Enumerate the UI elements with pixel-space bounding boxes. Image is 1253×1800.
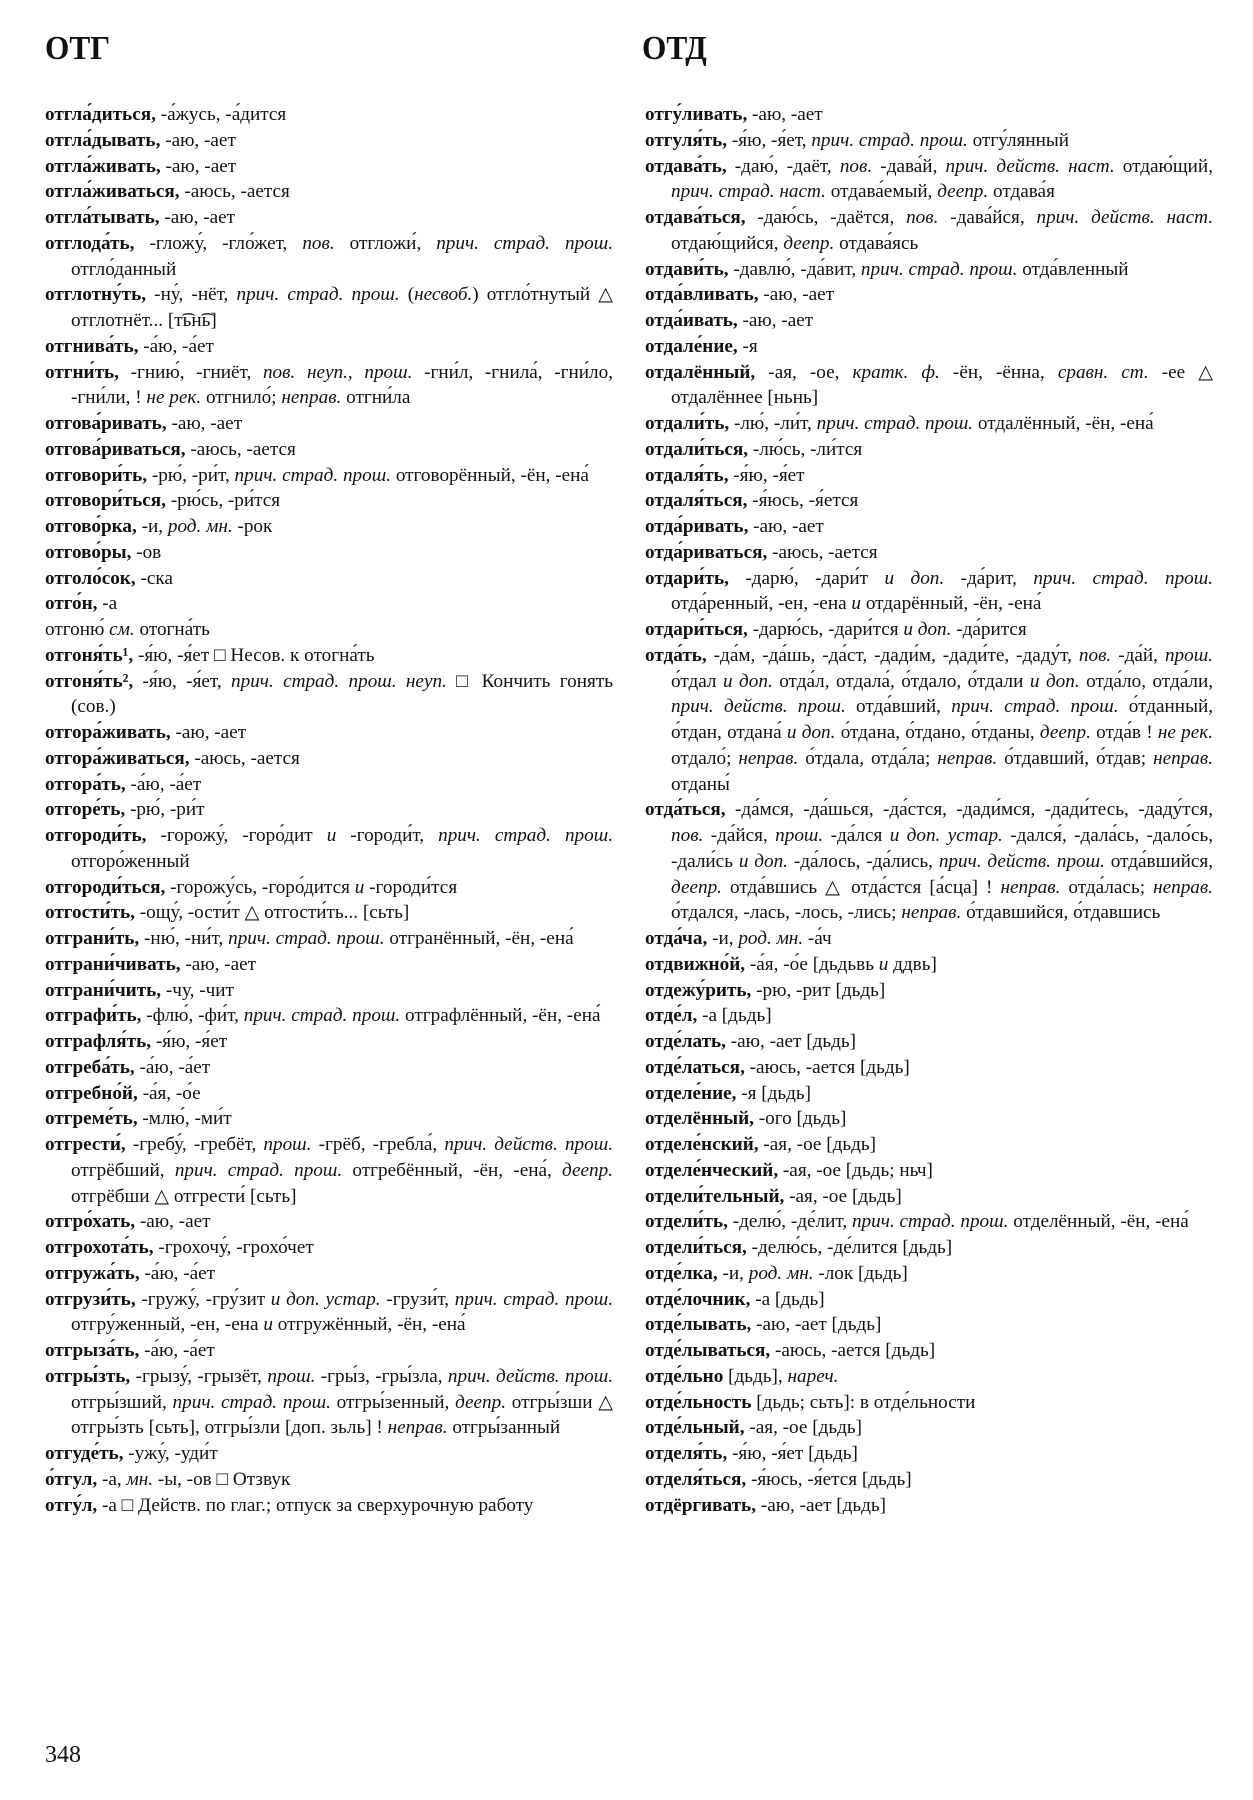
entry-body: -гнию́, -гниёт, пов. неуп., прош. -гни́л, -гнила́, -гни́ло, -гни́ли, ! не рек. отгнило́; неправ. отгни́ла (71, 361, 614, 409)
dictionary-entry (45, 437, 613, 463)
headword: отграни́чить, (45, 979, 162, 1001)
headword: отгрохота́ть, (45, 1237, 154, 1258)
headword: отгоре́ть, (45, 799, 126, 821)
dictionary-entry (45, 231, 613, 283)
headword: отгрузи́ть, (45, 1288, 136, 1310)
entry-body: -лю́сь, -ли́тся (748, 438, 863, 460)
headword: отголо́сок, (45, 567, 136, 589)
entry-body: -дарю́сь, -дари́тся и доп. -да́рится (747, 619, 1027, 640)
entry-body: -давлю́, -да́вит, прич. страд. прош. отда́вленный (728, 258, 1129, 280)
entry-body: -ая, -ое [дьдь] (784, 1185, 902, 1207)
entry-body: -аю, -ает (180, 953, 257, 975)
headword: отгрыза́ть, (45, 1340, 140, 1361)
entry-body: -я́юсь, -я́ется (747, 490, 859, 512)
headword: отдежу́рить, (645, 979, 752, 1001)
header-left-guideword: ОТГ (45, 30, 111, 67)
entry-body: отгоню́ см. отогна́ть (45, 619, 210, 640)
entry-body: -грызу́, -грызёт, прош. -гры́з, -гры́зла, прич. действ. прош. отгры́зший, прич. страд. прош. отгры́зенный, деепр. отгры́зши △ отгры́зть [сьть], отгры́зли [доп. зьль] ! неправ. отгры́занный (71, 1365, 614, 1439)
dictionary-entry (645, 463, 1213, 489)
dictionary-entry (45, 334, 613, 360)
entry-body: -я́ю, -я́ет (151, 1031, 228, 1052)
headword: отгоня́ть¹, (45, 644, 134, 666)
entry-body: -а (97, 593, 118, 615)
headword: отдали́ться, (645, 438, 749, 460)
entry-body: -ню́, -ни́т, прич. страд. прош. отгранённый, -ён, -ена́ (139, 928, 574, 949)
entry-body: -а́ю, -а́ет (138, 335, 214, 357)
headword: отдали́ть, (645, 413, 730, 434)
headword: отде́льно (645, 1365, 724, 1387)
entry-body: -аю, -ает [дьдь] (756, 1494, 887, 1516)
dictionary-entry (645, 1467, 1213, 1493)
headword: отде́лать, (645, 1031, 726, 1052)
headword: отграфи́ть, (45, 1005, 142, 1027)
dictionary-entry (45, 360, 613, 412)
headword: отдалённый, (645, 361, 756, 383)
headword: отда́ивать, (645, 310, 738, 331)
entry-body: -а́я, -о́е [дьдьвь и ддвь] (745, 953, 937, 975)
entry-body: -делю́, -де́лит, прич. страд. прош. отделённый, -ён, -ена́ (727, 1211, 1189, 1233)
headword: отделя́ться, (645, 1468, 747, 1490)
headword: отде́лывать, (645, 1314, 752, 1336)
headword: отдава́ться, (645, 207, 746, 228)
headword: отдели́ться, (645, 1237, 747, 1258)
entry-body: -ощу́, -ости́т △ отгости́ть... [сьть] (134, 902, 410, 924)
entry-body: -даю́сь, -даётся, пов. -дава́йся, прич. действ. наст. отдаю́щийся, деепр. отдава́ясь (671, 207, 1213, 254)
headword: отдари́ться, (645, 619, 748, 640)
dictionary-entry (645, 514, 1213, 540)
entry-body: -ужу́, -уди́т (123, 1443, 218, 1464)
headword: отгуля́ть, (645, 129, 728, 151)
headword: отгова́риваться, (45, 438, 186, 460)
headword: отдвижно́й, (645, 953, 746, 975)
entry-body: -аю, -ает [дьдь] (725, 1031, 857, 1052)
entry-body: -я [дьдь] (736, 1082, 812, 1104)
headword: отгороди́ться, (45, 876, 166, 898)
entry-body: -рю́, -ри́т, прич. страд. прош. отговорённый, -ён, -ена́ (147, 464, 589, 486)
headword: отгла́живаться, (45, 181, 180, 203)
headword: отде́латься, (645, 1056, 745, 1078)
dictionary-entry (45, 772, 613, 798)
headword: отдёргивать, (645, 1494, 757, 1516)
headword: отдаля́ть, (645, 464, 729, 486)
entry-body: -аю, -ает (747, 104, 823, 125)
headword: отгнива́ть, (45, 335, 139, 357)
dictionary-entry (645, 926, 1213, 952)
dictionary-entry (645, 1209, 1213, 1235)
headword: отда́вливать, (645, 284, 759, 306)
dictionary-entry (45, 643, 613, 669)
headword: отго́н, (45, 593, 98, 615)
dictionary-entry (645, 488, 1213, 514)
headword: отда́ривать, (645, 516, 749, 537)
headword: отгла́тывать, (45, 207, 160, 228)
dictionary-entry (645, 411, 1213, 437)
dictionary-entry (45, 1493, 613, 1519)
entry-body: -аюсь, -ается (179, 181, 290, 203)
entry-body: -даю́, -даёт, пов. -дава́й, прич. действ. наст. отдаю́щий, прич. страд. наст. отдава́емый, деепр. отдава́я (671, 155, 1214, 203)
dictionary-entry (45, 1132, 613, 1209)
dictionary-entry (645, 257, 1213, 283)
entry-body: -рю́сь, -ри́тся (165, 490, 281, 512)
dictionary-entry (645, 1081, 1213, 1107)
headword: отделя́ть, (645, 1443, 728, 1464)
dictionary-entry (45, 720, 613, 746)
entry-body: -я́ю, -я́ет □ Несов. к отогна́ть (133, 644, 375, 666)
entry-body: -аю, -ает [дьдь] (751, 1314, 882, 1336)
entry-body: -рю́, -ри́т (125, 799, 205, 821)
headword: отгово́рка, (45, 516, 137, 537)
dictionary-entry (645, 205, 1213, 257)
dictionary-entry (645, 540, 1213, 566)
headword: отгребно́й, (45, 1082, 138, 1104)
headword: отгу́л, (45, 1494, 98, 1516)
headword: отгуде́ть, (45, 1443, 124, 1464)
dictionary-entry (45, 205, 613, 231)
entry-body: -ов (131, 541, 162, 563)
dictionary-entry (45, 978, 613, 1004)
dictionary-entry (645, 1493, 1213, 1519)
dictionary-entry (645, 334, 1213, 360)
headword: отда́ча, (645, 928, 708, 949)
entry-body: -аю, -ает (737, 310, 814, 331)
headword: отгово́ры, (45, 541, 132, 563)
entry-body: -аюсь, -ается [дьдь] (744, 1056, 910, 1078)
headword: отглода́ть, (45, 232, 135, 254)
dictionary-entry (645, 1184, 1213, 1210)
entry-body: -и, род. мн. -лок [дьдь] (717, 1262, 908, 1284)
headword: отдели́тельный, (645, 1185, 785, 1207)
entry-body: -а [дьдь] (750, 1288, 825, 1310)
entry-body: -а́ю, -а́ет (134, 1056, 211, 1078)
dictionary-entry (45, 282, 613, 334)
dictionary-entry (45, 1081, 613, 1107)
dictionary-entry (45, 823, 613, 875)
dictionary-entry (45, 540, 613, 566)
dictionary-entry (645, 1261, 1213, 1287)
headword: отде́лочник, (645, 1288, 751, 1310)
entry-body: -чу, -чит (161, 979, 234, 1001)
entry-body: -лю́, -ли́т, прич. страд. прош. отдалённый, -ён, -ена́ (729, 413, 1154, 434)
dictionary-entry (45, 875, 613, 901)
headword: отдава́ть, (645, 155, 727, 177)
entry-body: -я́юсь, -я́ется [дьдь] (746, 1468, 912, 1490)
headword: отде́льность (645, 1391, 752, 1413)
entry-body: -а́я, -о́е (137, 1082, 201, 1104)
dictionary-entry (645, 360, 1213, 412)
entry-body: -да́мся, -да́шься, -да́стся, -дади́мся, -дади́тесь, -даду́тся, пов. -да́йся, прош. -да́лся и доп. устар. -дался́, -дала́сь, -дало́сь, -дали́сь и доп. -да́лось, -да́лись, прич. действ. прош. отда́вшийся, деепр. отда́вшись △ отда́стся [а́сца] ! неправ. отда́лась; неправ. о́тдался, -лась, -лось, -лись; неправ. о́тдавшийся, о́тдавшись (671, 799, 1214, 924)
dictionary-entry (645, 1312, 1213, 1338)
headword: отде́лка, (645, 1262, 718, 1284)
headword: отговори́ться, (45, 490, 166, 512)
dictionary-entry (45, 746, 613, 772)
entry-body: -а́ю, -а́ет (125, 773, 202, 795)
headword: отгрести́, (45, 1134, 126, 1155)
dictionary-entry (45, 1055, 613, 1081)
dictionary-entry (645, 102, 1213, 128)
entry-body: -аюсь, -ается (189, 747, 300, 769)
entry-body: -гребу́, -гребёт, прош. -грёб, -гребла́, прич. действ. прош. отгрёбший, прич. страд. прош. отгребённый, -ён, -ена́, деепр. отгрёбши △ отгрести́ [сьть] (71, 1134, 613, 1207)
dictionary-entry (45, 566, 613, 592)
dictionary-entry (645, 1390, 1213, 1416)
dictionary-entry (645, 308, 1213, 334)
dictionary-entry (645, 617, 1213, 643)
dictionary-entry (645, 952, 1213, 978)
headword: отделе́ние, (645, 1082, 737, 1104)
entry-body: -а □ Действ. по глаг.; отпуск за сверхурочную работу (97, 1494, 534, 1516)
headword: отдаля́ться, (645, 490, 748, 512)
entry-body: -и, род. мн. -а́ч (707, 928, 832, 949)
entry-body: -млю́, -ми́т (137, 1108, 232, 1130)
entry-body: [дьдь; сьть]: в отде́льности (751, 1391, 976, 1413)
dictionary-entry (645, 1338, 1213, 1364)
dictionary-entry (45, 1106, 613, 1132)
dictionary-entry (645, 1364, 1213, 1390)
dictionary-entry (645, 978, 1213, 1004)
headword: отгни́ть, (45, 361, 119, 383)
headword: отделённый, (645, 1108, 754, 1130)
headword: отда́ться, (645, 799, 726, 821)
page-number: 348 (45, 1742, 81, 1768)
headword: отдели́ть, (645, 1211, 728, 1233)
entry-body: -аю, -ает (160, 155, 237, 177)
dictionary-entry (645, 128, 1213, 154)
entry-body: -дарю́, -дари́т и доп. -да́рит, прич. страд. прош. отда́ренный, -ен, -ена и отдарённый, -ён, -ена́ (671, 567, 1214, 615)
left-column (45, 102, 613, 1518)
entry-body: -аю, -ает (758, 284, 835, 306)
dictionary-entry (45, 179, 613, 205)
entry-body: -ну́, -нёт, прич. страд. прош. (несвоб.) отгло́тнутый △ отглотнёт... [т͡ьн͡ь] (71, 284, 613, 331)
right-column (645, 102, 1213, 1518)
dictionary-entry (45, 669, 613, 721)
entry-body: -ая, -ое [дьдь; ньч] (778, 1159, 933, 1181)
dictionary-entry (645, 282, 1213, 308)
dictionary-entry (45, 1029, 613, 1055)
headword: отгла́диться, (45, 104, 156, 125)
headword: отде́лываться, (645, 1340, 771, 1361)
dictionary-entry (45, 154, 613, 180)
entry-body: -горожу́сь, -горо́дится и -городи́тся (165, 876, 458, 898)
headword: отгороди́ть, (45, 825, 147, 846)
headword: отгружа́ть, (45, 1262, 140, 1284)
dictionary-entry (45, 952, 613, 978)
dictionary-entry (645, 437, 1213, 463)
dictionary-entry (645, 566, 1213, 618)
dictionary-entry (645, 1055, 1213, 1081)
dictionary-entry (645, 1132, 1213, 1158)
headword: отглотну́ть, (45, 284, 147, 306)
entry-body: -я́ю, -я́ет, прич. страд. прош. неуп. □ Кончить гонять (сов.) (71, 670, 613, 718)
entry-body: -ая, -ое [дьдь] (744, 1417, 863, 1439)
headword: отдале́ние, (645, 335, 738, 357)
entry-body: -аю, -ает (135, 1211, 211, 1233)
dictionary-entry (45, 900, 613, 926)
dictionary-entry (45, 926, 613, 952)
entry-body: -флю́, -фи́т, прич. страд. прош. отграфлённый, -ён, -ена́ (141, 1005, 601, 1027)
dictionary-entry (45, 1364, 613, 1441)
dictionary-entry (45, 463, 613, 489)
entry-body: -аюсь, -ается (767, 541, 878, 563)
entry-body: -аю, -ает (170, 722, 247, 743)
headword: отгора́живать, (45, 722, 171, 743)
headword: отгоня́ть², (45, 670, 134, 692)
entry-body: -гружу́, -гру́зит и доп. устар. -грузи́т, прич. страд. прош. отгру́женный, -ен, -ена и отгружённый, -ён, -ена́ (71, 1288, 614, 1336)
dictionary-entry (45, 1235, 613, 1261)
entry-body: -рю, -рит [дьдь] (751, 979, 886, 1001)
headword: отгреба́ть, (45, 1056, 135, 1078)
dictionary-entry (45, 1441, 613, 1467)
dictionary-entry (645, 1003, 1213, 1029)
headword: отграни́ть, (45, 928, 140, 949)
headword: отговори́ть, (45, 464, 148, 486)
entry-body: -ого [дьдь] (753, 1108, 847, 1130)
headword: отделе́нческий, (645, 1159, 779, 1181)
entry-body: [дьдь], нареч. (723, 1365, 839, 1387)
dictionary-entry (45, 488, 613, 514)
entry-body: -грохочу́, -грохо́чет (153, 1237, 314, 1258)
headword: отде́льный, (645, 1417, 745, 1439)
entry-body: -аюсь, -ается (185, 438, 296, 460)
headword: отгреме́ть, (45, 1108, 138, 1130)
entry-body: -аюсь, -ается [дьдь] (770, 1340, 936, 1361)
headword: отда́ть, (645, 644, 707, 666)
dictionary-entry (645, 1106, 1213, 1132)
headword: отгости́ть, (45, 902, 135, 924)
dictionary-entry (645, 1235, 1213, 1261)
entry-body: -а, мн. -ы, -ов □ Отзвук (97, 1468, 291, 1490)
entry-body: -я́ю, -я́ет [дьдь] (727, 1443, 858, 1464)
dictionary-entry (645, 1287, 1213, 1313)
dictionary-entry (45, 591, 613, 617)
entry-body: -ая, -ое [дьдь] (758, 1134, 877, 1155)
dictionary-entry (645, 797, 1213, 926)
dictionary-entry (45, 411, 613, 437)
dictionary-entry (645, 1029, 1213, 1055)
dictionary-entry (645, 1415, 1213, 1441)
dictionary-entry (45, 1003, 613, 1029)
headword: отгро́хать, (45, 1211, 136, 1233)
headword: отгла́дывать, (45, 129, 161, 151)
entry-body: -горожу́, -горо́дит и -городи́т, прич. страд. прош. отгоро́женный (71, 825, 613, 872)
headword: отдави́ть, (645, 258, 729, 280)
dictionary-entry (645, 643, 1213, 798)
headword: отделе́нский, (645, 1134, 759, 1155)
dictionary-entry (645, 154, 1213, 206)
headword: отграни́чивать, (45, 953, 181, 975)
entry-body: -ая, -ое, кратк. ф. -ён, -ённа, сравн. ст. -ее △ отдалённее [ньнь] (671, 361, 1214, 409)
headword: отгора́живаться, (45, 747, 190, 769)
headword: отгора́ть, (45, 773, 126, 795)
header-right-guideword: ОТД (642, 30, 707, 67)
dictionary-entry (645, 1158, 1213, 1184)
dictionary-entry (45, 1467, 613, 1493)
entry-body: -и, род. мн. -рок (136, 516, 273, 537)
entry-body: -а́ю, -а́ет (139, 1262, 216, 1284)
dictionary-entry (645, 1441, 1213, 1467)
dictionary-entry (45, 797, 613, 823)
entry-body: -а́жусь, -а́дится (155, 104, 287, 125)
entry-body: -а [дьдь] (697, 1005, 772, 1027)
entry-body: -я́ю, -я́ет (728, 464, 805, 486)
headword: о́тгул, (45, 1468, 98, 1490)
headword: отде́л, (645, 1005, 698, 1027)
dictionary-entry (45, 1209, 613, 1235)
entry-body: -аю, -ает (748, 516, 824, 537)
headword: отда́риваться, (645, 541, 768, 563)
dictionary-entry (45, 128, 613, 154)
entry-body: -я (737, 335, 758, 357)
dictionary-entry (45, 102, 613, 128)
dictionary-entry (45, 1261, 613, 1287)
entry-body: -а́ю, -а́ет (139, 1340, 215, 1361)
headword: отгу́ливать, (645, 104, 748, 125)
entry-body: -делю́сь, -де́лится [дьдь] (746, 1237, 953, 1258)
headword: отгры́зть, (45, 1365, 131, 1387)
dictionary-entry (45, 617, 613, 643)
entry-body: -гложу́, -гло́жет, пов. отгложи́, прич. страд. прош. отгло́данный (71, 232, 614, 280)
dictionary-entry (45, 1338, 613, 1364)
entry-body: -ска (135, 567, 173, 589)
dictionary-entry (45, 514, 613, 540)
dictionary-entry (45, 1287, 613, 1339)
headword: отгова́ривать, (45, 413, 167, 434)
entry-body: -да́м, -да́шь, -да́ст, -дади́м, -дади́те, -даду́т, пов. -да́й, прош. о́тдал и доп. отда́л, отдала́, о́тдало, о́тдали и доп. отда́ло, отда́ли, прич. действ. прош. отда́вший, прич. страд. прош. о́тданный, о́тдан, отдана́ и доп. о́тдана, о́тдано, о́тданы, деепр. отда́в ! не рек. отдало́; неправ. о́тдала, отда́ла; неправ. о́тдавший, о́тдав; неправ. отданы́ (671, 644, 1214, 795)
entry-body: -аю, -ает (166, 413, 243, 434)
entry-body: -аю, -ает (160, 129, 236, 151)
entry-body: -аю, -ает (159, 207, 236, 228)
headword: отгла́живать, (45, 155, 161, 177)
entry-body: -я́ю, -я́ет, прич. страд. прош. отгу́лянный (727, 129, 1070, 151)
headword: отдари́ть, (645, 567, 729, 589)
headword: отграфля́ть, (45, 1031, 152, 1052)
